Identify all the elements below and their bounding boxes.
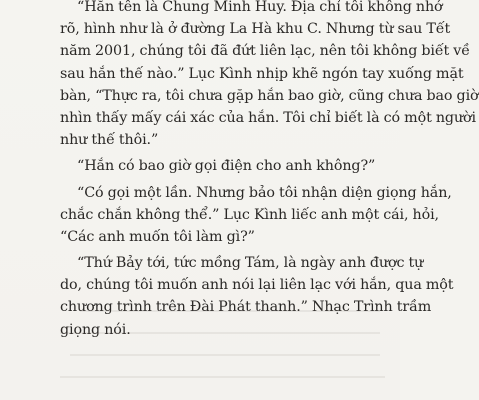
text-line: chương trình trên Đài Phát thanh.” Nhạc Trình trầm: [60, 299, 432, 316]
bleed-line: [70, 354, 380, 356]
paragraph-1: [60, 0, 479, 151]
text-line: nhìn thấy mấy cái xác của hắn. Tôi chỉ biết là có một người: [60, 109, 476, 126]
text-line: “Hắn tên là Chung Minh Huy. Địa chỉ tôi không nhớ: [77, 0, 443, 15]
paragraph-2: [60, 155, 394, 177]
text-line: như thế thôi.”: [60, 132, 159, 149]
text-line: năm 2001, chúng tôi đã đứt liên lạc, nên tôi không biết về: [60, 43, 470, 60]
paragraph-4: [60, 252, 454, 341]
text-line: “Thứ Bảy tới, tức mồng Tám, là ngày anh được tự: [77, 255, 424, 272]
page-text: [60, 0, 479, 345]
text-line: bàn, “Thực ra, tôi chưa gặp hắn bao giờ, cũng chưa bao giờ: [60, 87, 479, 104]
text-line: “Các anh muốn tôi làm gì?”: [60, 228, 255, 245]
bleed-line: [60, 376, 385, 378]
paragraph-3: [60, 182, 452, 249]
text-line: “Hắn có bao giờ gọi điện cho anh không?”: [77, 158, 376, 175]
text-line: “Có gọi một lần. Nhưng bảo tôi nhận diện giọng hắn,: [77, 184, 452, 201]
text-line: do, chúng tôi muốn anh nói lại liên lạc với hắn, qua một: [60, 277, 454, 294]
text-line: chắc chắn không thể.” Lục Kình liếc anh một cái, hỏi,: [60, 206, 439, 223]
text-line: rõ, hình như là ở đường La Hà khu C. Nhưng từ sau Tết: [60, 21, 451, 38]
text-line: giọng nói.: [60, 321, 131, 338]
text-line: sau hắn thế nào.” Lục Kình nhịp khẽ ngón tay xuống mặt: [60, 65, 464, 82]
